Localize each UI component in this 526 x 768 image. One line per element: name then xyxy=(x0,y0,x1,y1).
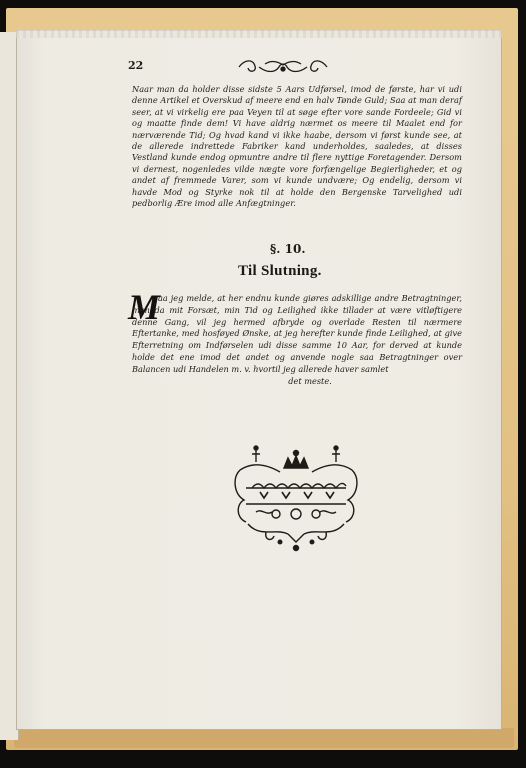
scroll-vignette-icon xyxy=(235,58,331,76)
drop-cap: M xyxy=(128,287,161,327)
crowned-fleuron-tailpiece-icon xyxy=(226,442,366,560)
paragraph-2 xyxy=(132,293,462,387)
paragraph-2-last-line: det meste. xyxy=(288,375,332,386)
paragraph-1: Naar man da holder disse sidste 5 Aars Udførsel, imod de første, har vi udi denne Artikel et Overskud af meere end en halv Tønde Guld; Saa at man deraf seer, at vi virkelig ere paa Veyen til at søge efter vore sande Fordeele; Gid vi og maatte finde dem! Vi have aldrig nærmet os meere til Maalet end for nærværende Tid; Og hvad kand vi ikke haabe, dersom vi først kunde see, at de allerede indrettede Fabriker kand underholdes, saaledes, at disses Vestland kunde endog opmuntre andre til flere nyttige Foretagender. Dersom vi dernest, nogenledes vilde nægte vore forfængelige Begierligheder, et og andet af fremmede Varer, som vi kunde undvære; Og endelig, dersom vi havde Mod og Styrke nok til at holde den Bergenske Tarvelighed udi pedborlig Ære imod alle Anfægtninger. xyxy=(132,84,462,209)
section-number: §. 10. xyxy=(270,242,306,256)
section-title: Til Slutning. xyxy=(238,263,322,279)
binder-bottom-edge xyxy=(14,728,514,748)
paragraph-2-body: aa jeg melde, at her endnu kunde giøres adskillige andre Betragtninger, men da mit Forsæt, min Tid og Leilighed ikke tillader at være vitløftigere denne Gang, vil jeg hermed afbryde og overlade Resten til nærmere Eftertanke, med hosføyed Ønske, at jeg herefter kunde finde Leilighed, at give Efterretning om Indførselen udi disse samme 10 Aar, for derved at kunde holde det ene imod det andet og anvende nogle saa Betragtninger over Balancen udi Handelen m. v. hvortil jeg allerede haver samlet xyxy=(132,293,462,374)
page-number: 22 xyxy=(128,59,144,72)
